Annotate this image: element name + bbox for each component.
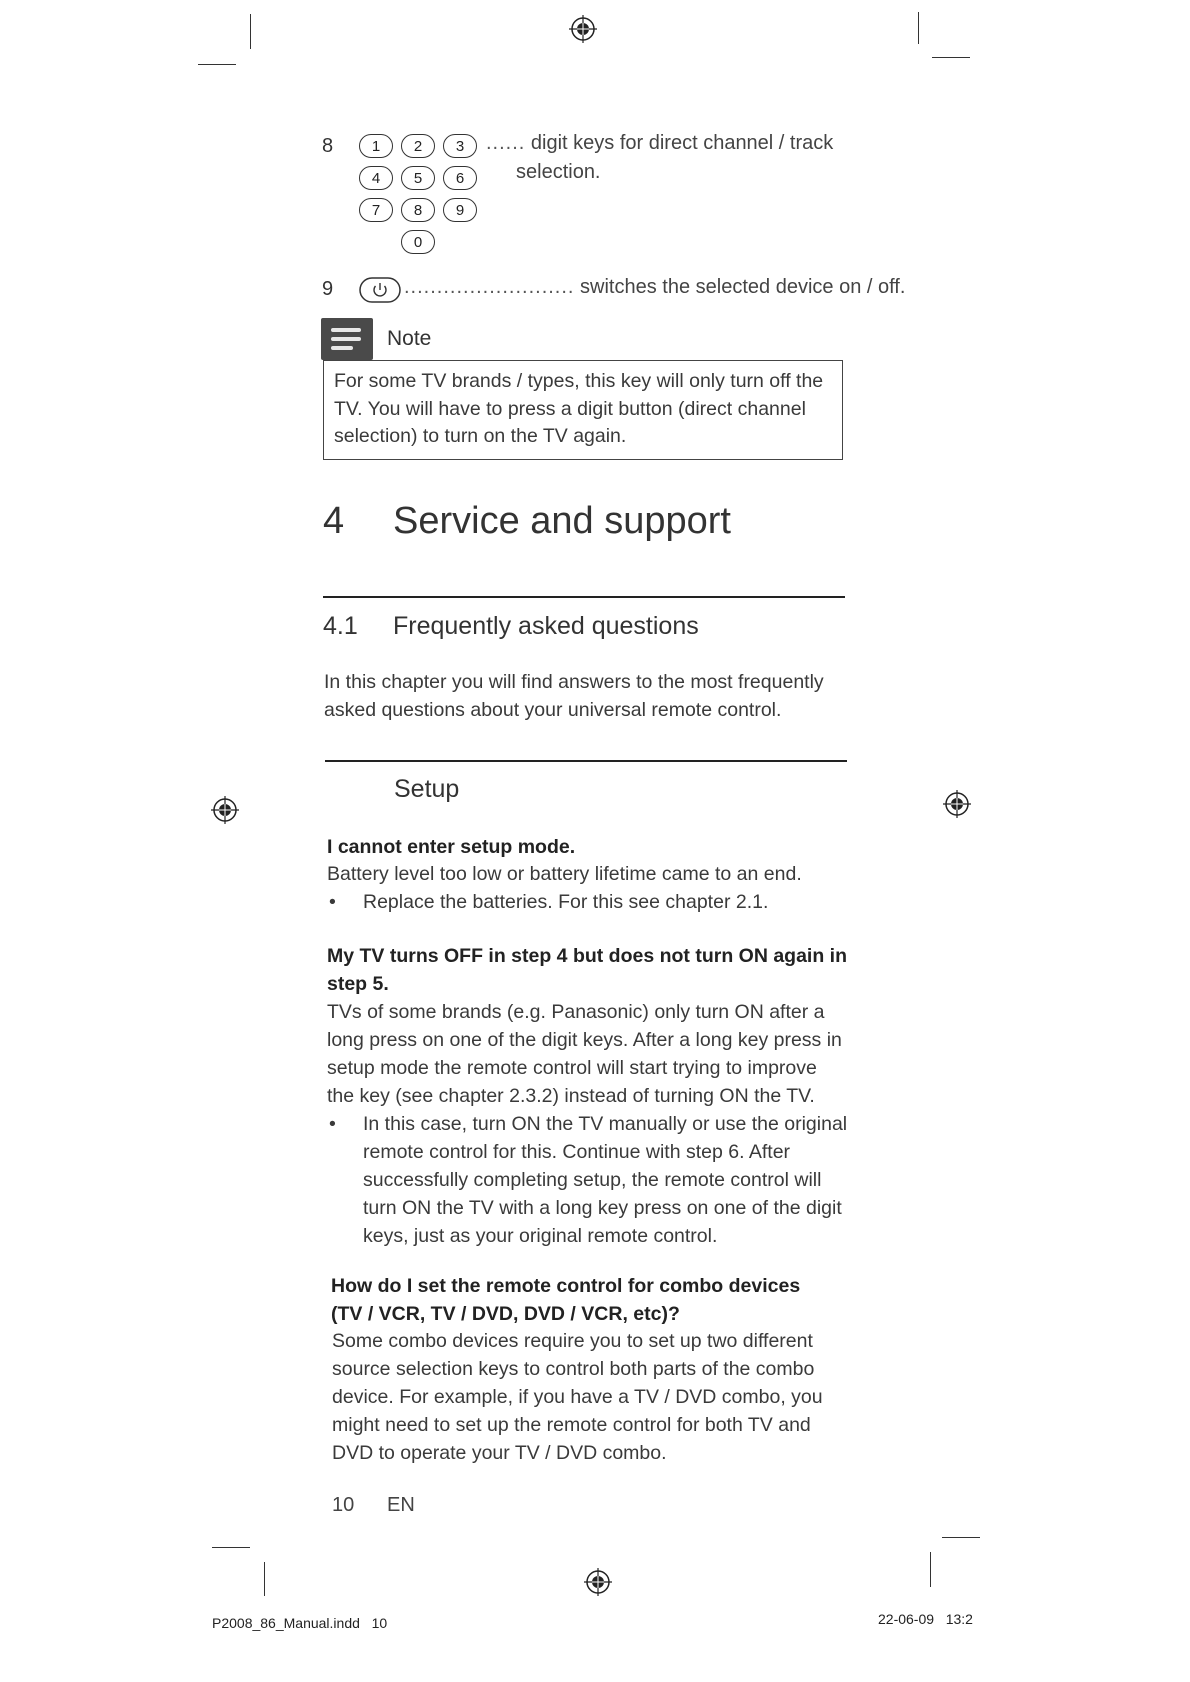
page-number: 10	[332, 1494, 355, 1516]
note-icon	[321, 318, 373, 360]
digit-key-9-icon: 9	[443, 198, 477, 222]
power-description	[404, 272, 905, 302]
faq-question	[331, 1272, 800, 1328]
print-slug-file: P2008_86_Manual.indd 10	[212, 1615, 388, 1631]
crop-mark	[932, 57, 970, 58]
chapter-title: Service and support	[393, 500, 731, 542]
note-line: TV. You will have to press a digit button (direct channel	[334, 397, 806, 420]
digit-key-4-icon: 4	[359, 166, 393, 190]
registration-mark-icon	[210, 795, 240, 825]
digit-key-0-icon: 0	[401, 230, 435, 254]
faq-answer: Battery level too low or battery lifetime came to an end.	[327, 863, 802, 885]
subsection-title: Setup	[394, 775, 460, 803]
power-desc: switches the selected device on / off.	[580, 276, 906, 298]
question-line: My TV turns OFF in step 4 but does not turn ON again in	[327, 945, 848, 967]
intro-line: In this chapter you will find answers to the most frequently	[324, 671, 824, 693]
question-line: (TV / VCR, TV / DVD, DVD / VCR, etc)?	[331, 1303, 680, 1325]
bullet-line: successfully completing setup, the remote control will	[363, 1169, 822, 1191]
crop-mark	[918, 12, 919, 44]
crop-mark	[264, 1562, 265, 1596]
chapter-number: 4	[323, 500, 345, 542]
question-line: step 5.	[327, 973, 389, 995]
crop-mark	[198, 64, 236, 65]
bullet-line: remote control for this. Continue with step 6. After	[363, 1141, 791, 1163]
digit-keys-desc-line1: digit keys for direct channel / track	[530, 132, 834, 154]
registration-mark-icon	[942, 789, 972, 819]
power-key-icon	[359, 276, 401, 304]
bullet-line: turn ON the TV with a long key press on one of the digit	[363, 1197, 842, 1219]
crop-mark	[930, 1552, 931, 1587]
digit-key-5-icon: 5	[401, 166, 435, 190]
digit-key-7-icon: 7	[359, 198, 393, 222]
digit-key-8-icon: 8	[401, 198, 435, 222]
faq-question	[327, 942, 847, 998]
digit-key-1-icon: 1	[359, 134, 393, 158]
faq-answer	[332, 1327, 823, 1467]
bullet-dot: •	[329, 891, 336, 913]
digit-key-6-icon: 6	[443, 166, 477, 190]
answer-line: TVs of some brands (e.g. Panasonic) only turn ON after a	[327, 1001, 825, 1023]
digit-keys-row-4	[401, 230, 435, 254]
item-number: 8	[322, 135, 334, 157]
section-intro	[324, 668, 824, 724]
print-slug-date: 22-06-09 13:2	[878, 1611, 973, 1627]
answer-line: DVD to operate your TV / DVD combo.	[332, 1442, 667, 1464]
digit-key-3-icon: 3	[443, 134, 477, 158]
digit-key-2-icon: 2	[401, 134, 435, 158]
digit-keys-description	[486, 128, 833, 158]
digit-keys-row-1	[359, 134, 477, 158]
digit-keys-row-2	[359, 166, 477, 190]
subsection-rule	[325, 760, 847, 762]
note-line: For some TV brands / types, this key will only turn off the	[334, 370, 824, 392]
faq-bullet	[329, 1110, 859, 1250]
registration-mark-icon	[583, 1567, 613, 1597]
bullet-line: In this case, turn ON the TV manually or use the original	[363, 1113, 848, 1135]
faq-question: I cannot enter setup mode.	[327, 836, 576, 858]
answer-line: setup mode the remote control will start trying to improve	[327, 1057, 817, 1079]
crop-mark	[250, 14, 251, 49]
answer-line: device. For example, if you have a TV / DVD combo, you	[332, 1386, 823, 1408]
intro-line: asked questions about your universal remote control.	[324, 699, 782, 721]
answer-line: the key (see chapter 2.3.2) instead of turning ON the TV.	[327, 1085, 815, 1107]
answer-line: source selection keys to control both parts of the combo	[332, 1358, 815, 1380]
question-line: How do I set the remote control for combo devices	[331, 1275, 801, 1297]
digit-keys-desc-line2: selection.	[516, 161, 601, 183]
section-title: Frequently asked questions	[393, 612, 699, 640]
leader-dots: ..........................	[404, 276, 575, 298]
page-language: EN	[387, 1494, 415, 1516]
answer-line: long press on one of the digit keys. After a long key press in	[327, 1029, 842, 1051]
registration-mark-icon	[568, 14, 598, 44]
answer-line: Some combo devices require you to set up two different	[332, 1330, 813, 1352]
note-line: selection) to turn on the TV again.	[334, 425, 627, 447]
bullet-text	[363, 1110, 847, 1250]
leader-dots: ......	[486, 132, 526, 154]
digit-keys-row-3	[359, 198, 477, 222]
answer-line: might need to set up the remote control for both TV and	[332, 1414, 811, 1436]
bullet-line: keys, just as your original remote control.	[363, 1225, 718, 1247]
bullet-text: Replace the batteries. For this see chapter 2.1.	[363, 891, 769, 913]
section-number: 4.1	[323, 612, 358, 640]
faq-answer	[327, 998, 842, 1110]
faq-bullet	[329, 888, 849, 916]
section-rule	[323, 596, 845, 598]
bullet-dot: •	[329, 1113, 336, 1135]
crop-mark	[942, 1537, 980, 1538]
note-label: Note	[387, 327, 432, 350]
crop-mark	[212, 1547, 250, 1548]
note-box	[323, 360, 843, 460]
item-number: 9	[322, 278, 334, 300]
